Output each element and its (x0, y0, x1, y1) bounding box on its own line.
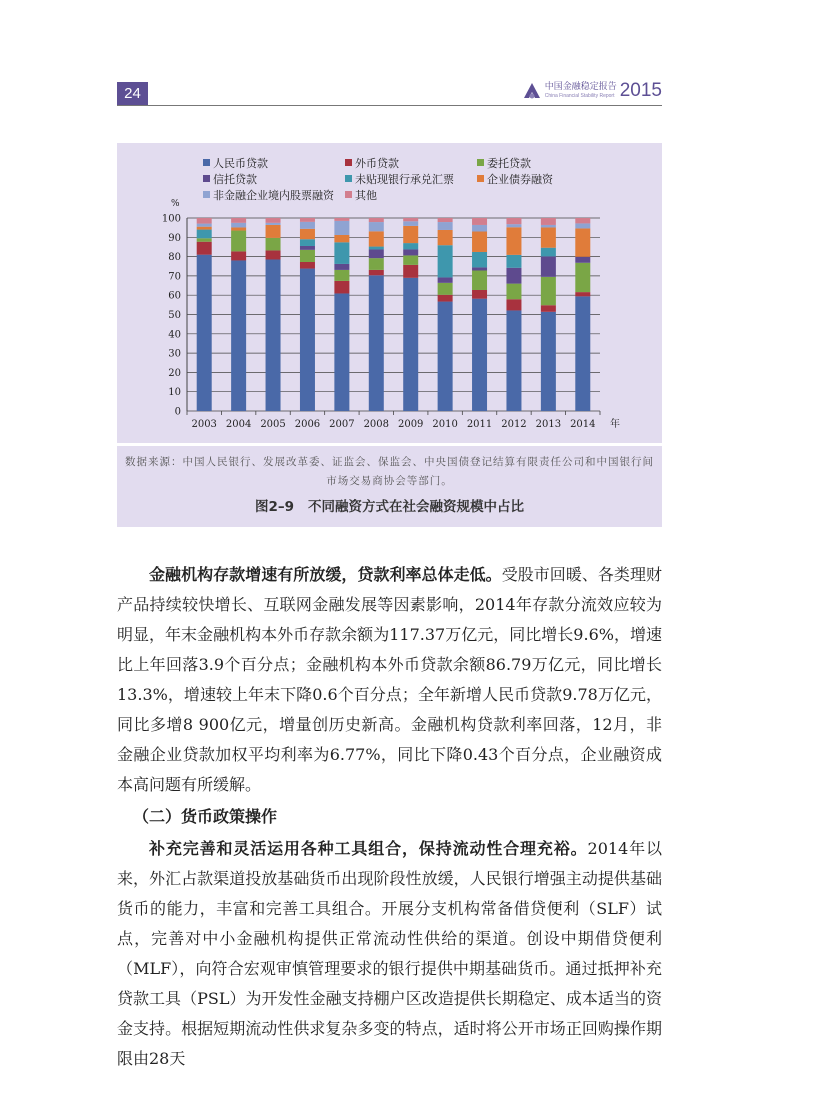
bar-segment (231, 231, 246, 252)
bar-segment (403, 218, 418, 221)
bar-segment (472, 270, 487, 289)
x-tick-label: 2007 (329, 419, 355, 430)
y-tick-label: 70 (168, 271, 181, 283)
bar-segment (197, 238, 212, 241)
x-tick-label: 2011 (466, 419, 493, 430)
figure-caption (117, 495, 662, 515)
x-tick-label: 2004 (225, 419, 252, 430)
bar-segment (506, 227, 521, 255)
bar-segment (197, 227, 212, 230)
x-tick-label: 2009 (397, 419, 424, 430)
bar-segment (403, 249, 418, 255)
bar-segment (300, 218, 315, 222)
bar-segment (403, 265, 418, 278)
bar-segment (541, 248, 556, 257)
bar-segment (575, 223, 590, 228)
bar-segment (266, 250, 281, 259)
bar-segment (369, 222, 384, 231)
legend-label: 非金融企业境内股票融资 (213, 188, 334, 202)
page-number: 24 (117, 82, 148, 105)
bar-segment (334, 221, 349, 235)
bar-segment (334, 218, 349, 221)
bar-segment (369, 258, 384, 270)
bar-segment (438, 277, 453, 282)
legend-label: 外币贷款 (355, 156, 399, 170)
report-title-en: China Financial Stability Report (544, 93, 615, 99)
bar-segment (334, 281, 349, 294)
x-axis-unit: 年 (610, 419, 620, 430)
bar-segment (369, 249, 384, 258)
bar-segment (472, 267, 487, 270)
bar-segment (266, 223, 281, 225)
bar-segment (266, 238, 281, 251)
y-tick-label: 50 (168, 310, 181, 321)
bar-segment (266, 218, 281, 223)
report-year: 2015 (619, 80, 662, 101)
x-tick-label: 2014 (570, 419, 596, 430)
bar-segment (403, 243, 418, 249)
bar-segment (403, 221, 418, 226)
bar-segment (266, 259, 281, 411)
x-tick-label: 2013 (535, 419, 562, 430)
bar-segment (369, 270, 384, 275)
x-tick-label: 2012 (501, 419, 527, 430)
y-tick-label: 20 (168, 367, 181, 379)
figure-source-panel (117, 446, 662, 527)
legend-label: 其他 (355, 188, 377, 202)
legend-label: 企业债券融资 (487, 172, 553, 186)
paragraph-text: 2014年以来，外汇占款渠道投放基础货币出现阶段性放缓，人民银行增强主动提供基础货币的能力，丰富和完善工具组合。开展分支机构常备借贷便利（SLF）试点，完善对中小金融机构提供正常流动性供给的渠道。创设中期借贷便利（MLF），向符合宏观审慎管理要求的银行提供中期基础货币。通过抵押补充贷款工具（PSL）为开发性金融支持棚户区改造提供长期稳定、成本适当的资金支持。根据短期流动性供求复杂多变的特点，适时将公开市场正回购操作期限由28天 (117, 839, 662, 1068)
bar-segment (231, 260, 246, 411)
paragraph (117, 834, 662, 1074)
y-tick-label: 40 (168, 329, 181, 341)
bar-segment (472, 218, 487, 225)
bar-segment (506, 268, 521, 284)
y-tick-label: 90 (168, 232, 181, 244)
bar-segment (506, 224, 521, 227)
bar-segment (575, 218, 590, 223)
bar-segment (334, 264, 349, 270)
x-tick-label: 2008 (363, 419, 390, 430)
bar-segment (541, 227, 556, 247)
legend-label: 信托贷款 (213, 172, 257, 186)
bar-segment (369, 231, 384, 246)
figure-title: 不同融资方式在社会融资规模中占比 (308, 499, 525, 515)
bar-segment (438, 283, 453, 295)
bar-segment (541, 277, 556, 305)
y-tick-label: 80 (168, 252, 181, 264)
bar-segment (438, 245, 453, 277)
y-tick-label: 10 (168, 387, 181, 399)
y-tick-label: 30 (168, 348, 181, 360)
y-axis-unit: % (171, 199, 180, 209)
bar-segment (369, 247, 384, 250)
x-tick-label: 2003 (191, 419, 217, 430)
bar-segment (300, 269, 315, 411)
bar-segment (266, 225, 281, 238)
bar-segment (541, 305, 556, 312)
legend-label: 委托贷款 (487, 156, 531, 170)
report-logo (522, 80, 662, 102)
x-tick-label: 2005 (260, 419, 286, 430)
legend-label: 人民币贷款 (213, 156, 268, 170)
figure-number: 图2–9 (254, 499, 295, 515)
paragraph-lead: 金融机构存款增速有所放缓，贷款利率总体走低。 (149, 565, 502, 584)
report-title-cn: 中国金融稳定报告 (544, 81, 617, 91)
x-tick-label: 2010 (432, 419, 458, 430)
bar-segment (197, 255, 212, 411)
paragraph-text: 受股市回暖、各类理财产品持续较快增长、互联网金融发展等因素影响，2014年存款分流效应较为明显，年末金融机构本外币存款余额为117.37万亿元，同比增长9.6%，增速比上年回落3.9个百分点；金融机构本外币贷款余额86.79万亿元，同比增长13.3%，增速较上年末下降0.6个百分点；全年新增人民币贷款9.78万亿元，同比多增8 900亿元，增量创历史新高。金融机构贷款利率回落，12月，非金融企业贷款加权平均利率为6.77%，同比下降0.43个百分点，企业融资成本高问题有所缓解。 (117, 565, 662, 794)
y-tick-label: 0 (174, 406, 181, 418)
bar-segment (575, 228, 590, 256)
data-source-note: 数据来源：中国人民银行、发展改革委、证监会、保监会、中央国债登记结算有限责任公司和中国银行间市场交易商协会等部门。 (125, 456, 654, 487)
report-emblem-icon (522, 82, 542, 100)
bar-segment (506, 284, 521, 300)
bar-segment (575, 257, 590, 263)
bar-segment (575, 292, 590, 296)
bar-segment (369, 275, 384, 411)
bar-segment (334, 235, 349, 242)
bar-segment (438, 295, 453, 302)
legend-label: 未贴现银行承兑汇票 (355, 172, 454, 186)
bar-segment (300, 222, 315, 229)
bar-segment (300, 246, 315, 250)
bar-segment (575, 263, 590, 292)
bar-segment (541, 225, 556, 228)
bar-segment (472, 290, 487, 299)
y-tick-label: 100 (161, 213, 181, 225)
bar-segment (197, 230, 212, 239)
bar-segment (541, 256, 556, 276)
chart-panel (117, 143, 662, 443)
paragraph-lead: 补充完善和灵活运用各种工具组合，保持流动性合理充裕。 (149, 839, 588, 858)
bar-segment (472, 225, 487, 232)
body-text (117, 560, 662, 1074)
bar-segment (506, 218, 521, 224)
bar-segment (438, 218, 453, 222)
bar-segment (472, 252, 487, 267)
bar-segment (231, 218, 246, 223)
bar-segment (334, 293, 349, 411)
bar-segment (300, 239, 315, 246)
bar-segment (403, 278, 418, 411)
bar-segment (334, 270, 349, 281)
bar-segment (197, 224, 212, 227)
bar-segment (506, 255, 521, 268)
bar-segment (575, 296, 590, 411)
bar-segment (506, 299, 521, 310)
bar-segment (197, 242, 212, 255)
x-tick-label: 2006 (294, 419, 321, 430)
bar-segment (403, 255, 418, 264)
section-heading: （二）货币政策操作 (133, 807, 278, 826)
stacked-bar-chart (117, 143, 662, 443)
bar-segment (300, 262, 315, 269)
header-divider (117, 105, 662, 106)
bar-segment (369, 218, 384, 222)
y-tick-label: 60 (168, 290, 181, 302)
bar-segment (472, 299, 487, 411)
bar-segment (231, 223, 246, 228)
bar-segment (403, 226, 418, 243)
bar-segment (334, 242, 349, 264)
bar-segment (541, 312, 556, 411)
bar-segment (231, 227, 246, 230)
bar-segment (231, 251, 246, 260)
paragraph (117, 560, 662, 800)
bar-segment (541, 218, 556, 225)
bar-segment (197, 218, 212, 224)
bar-segment (438, 222, 453, 230)
bar-segment (438, 302, 453, 411)
bar-segment (506, 310, 521, 411)
bar-segment (438, 230, 453, 245)
bar-segment (472, 232, 487, 252)
bar-segment (300, 250, 315, 262)
bar-segment (300, 229, 315, 239)
